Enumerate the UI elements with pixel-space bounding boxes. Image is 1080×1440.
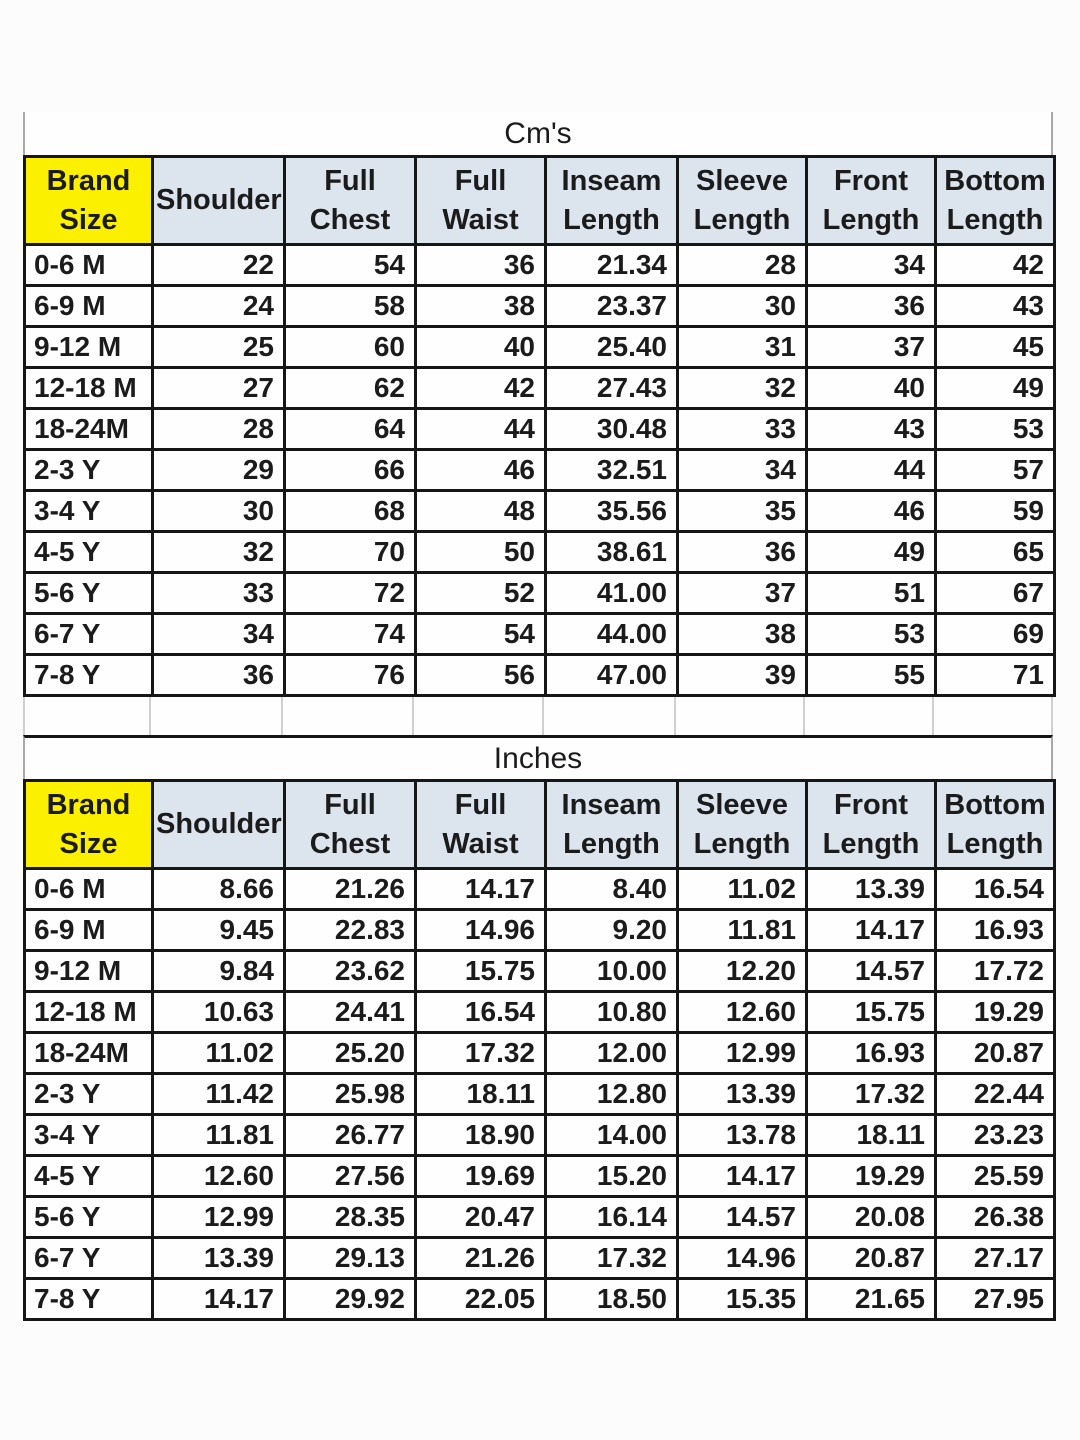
measurement-cell: 23.62 xyxy=(285,951,416,992)
measurement-cell: 46 xyxy=(416,450,546,491)
column-header-text: Waist xyxy=(442,827,519,860)
cm-table-title: Cm's xyxy=(23,112,1053,155)
size-row xyxy=(25,573,1055,614)
measurement-cell: 31 xyxy=(678,327,807,368)
measurement-cell: 39 xyxy=(678,655,807,696)
measurement-cell: 35 xyxy=(678,491,807,532)
size-row xyxy=(25,1033,1055,1074)
size-row xyxy=(25,245,1055,286)
column-header-text: Inseam xyxy=(561,788,662,821)
column-header-text: Bottom xyxy=(944,788,1046,821)
measurement-cell: 33 xyxy=(153,573,285,614)
measurement-cell: 43 xyxy=(807,409,936,450)
size-row xyxy=(25,409,1055,450)
measurement-cell: 29.13 xyxy=(285,1238,416,1279)
measurement-cell: 11.02 xyxy=(153,1033,285,1074)
column-header-text: Brand xyxy=(46,788,131,821)
measurement-cell: 10.00 xyxy=(546,951,678,992)
measurement-cell: 14.00 xyxy=(546,1115,678,1156)
measurement-cell: 28 xyxy=(678,245,807,286)
measurement-cell: 37 xyxy=(678,573,807,614)
brand-size-cell: 2-3 Y xyxy=(25,1074,153,1115)
measurement-cell: 74 xyxy=(285,614,416,655)
column-header-bottom-length xyxy=(936,781,1055,869)
column-header-inseam-length xyxy=(546,781,678,869)
column-header-text: Length xyxy=(822,827,920,860)
size-row xyxy=(25,1279,1055,1320)
measurement-cell: 70 xyxy=(285,532,416,573)
measurement-cell: 12.99 xyxy=(153,1197,285,1238)
measurement-cell: 20.87 xyxy=(936,1033,1055,1074)
column-header-text: Full xyxy=(454,788,507,821)
column-header-text: Bottom xyxy=(944,164,1046,197)
measurement-cell: 32 xyxy=(678,368,807,409)
spacer-cell xyxy=(23,697,151,735)
size-row xyxy=(25,951,1055,992)
measurement-cell: 21.65 xyxy=(807,1279,936,1320)
spacer-cell xyxy=(151,697,283,735)
measurement-cell: 10.63 xyxy=(153,992,285,1033)
measurement-cell: 33 xyxy=(678,409,807,450)
measurement-cell: 14.17 xyxy=(678,1156,807,1197)
measurement-cell: 64 xyxy=(285,409,416,450)
measurement-cell: 23.37 xyxy=(546,286,678,327)
size-row xyxy=(25,327,1055,368)
inches-size-table xyxy=(23,779,1056,1321)
measurement-cell: 16.54 xyxy=(416,992,546,1033)
measurement-cell: 20.08 xyxy=(807,1197,936,1238)
measurement-cell: 43 xyxy=(936,286,1055,327)
measurement-cell: 22.83 xyxy=(285,910,416,951)
measurement-cell: 18.11 xyxy=(807,1115,936,1156)
size-row xyxy=(25,368,1055,409)
measurement-cell: 15.75 xyxy=(416,951,546,992)
brand-size-cell: 4-5 Y xyxy=(25,1156,153,1197)
measurement-cell: 11.81 xyxy=(153,1115,285,1156)
measurement-cell: 65 xyxy=(936,532,1055,573)
measurement-cell: 38 xyxy=(678,614,807,655)
measurement-cell: 25.40 xyxy=(546,327,678,368)
measurement-cell: 16.54 xyxy=(936,869,1055,910)
column-header-full-chest xyxy=(285,157,416,245)
measurement-cell: 14.57 xyxy=(807,951,936,992)
measurement-cell: 47.00 xyxy=(546,655,678,696)
measurement-cell: 9.20 xyxy=(546,910,678,951)
column-header-inseam-length xyxy=(546,157,678,245)
column-header-text: Length xyxy=(946,827,1044,860)
measurement-cell: 14.17 xyxy=(807,910,936,951)
measurement-cell: 25 xyxy=(153,327,285,368)
measurement-cell: 14.96 xyxy=(678,1238,807,1279)
brand-size-cell: 12-18 M xyxy=(25,992,153,1033)
brand-size-cell: 3-4 Y xyxy=(25,1115,153,1156)
measurement-cell: 57 xyxy=(936,450,1055,491)
measurement-cell: 34 xyxy=(807,245,936,286)
measurement-cell: 24.41 xyxy=(285,992,416,1033)
measurement-cell: 10.80 xyxy=(546,992,678,1033)
spacer-cell xyxy=(676,697,805,735)
column-header-brand-size xyxy=(25,157,153,245)
column-header-text: Size xyxy=(59,827,118,860)
measurement-cell: 9.84 xyxy=(153,951,285,992)
measurement-cell: 40 xyxy=(416,327,546,368)
column-header-text: Sleeve xyxy=(696,788,788,821)
size-row xyxy=(25,992,1055,1033)
size-row xyxy=(25,491,1055,532)
column-header-text: Length xyxy=(563,203,660,236)
measurement-cell: 56 xyxy=(416,655,546,696)
column-header-full-waist xyxy=(416,157,546,245)
measurement-cell: 54 xyxy=(416,614,546,655)
column-header-brand-size xyxy=(25,781,153,869)
brand-size-cell: 5-6 Y xyxy=(25,573,153,614)
measurement-cell: 49 xyxy=(807,532,936,573)
measurement-cell: 23.23 xyxy=(936,1115,1055,1156)
column-header-text: Waist xyxy=(442,203,519,236)
brand-size-cell: 12-18 M xyxy=(25,368,153,409)
brand-size-cell: 2-3 Y xyxy=(25,450,153,491)
measurement-cell: 21.26 xyxy=(416,1238,546,1279)
brand-size-cell: 0-6 M xyxy=(25,869,153,910)
measurement-cell: 8.66 xyxy=(153,869,285,910)
measurement-cell: 12.80 xyxy=(546,1074,678,1115)
measurement-cell: 19.29 xyxy=(807,1156,936,1197)
measurement-cell: 40 xyxy=(807,368,936,409)
measurement-cell: 76 xyxy=(285,655,416,696)
measurement-cell: 12.20 xyxy=(678,951,807,992)
measurement-cell: 28.35 xyxy=(285,1197,416,1238)
spacer-cell xyxy=(544,697,676,735)
measurement-cell: 19.29 xyxy=(936,992,1055,1033)
measurement-cell: 11.02 xyxy=(678,869,807,910)
measurement-cell: 18.50 xyxy=(546,1279,678,1320)
brand-size-cell: 6-9 M xyxy=(25,286,153,327)
measurement-cell: 44 xyxy=(807,450,936,491)
column-header-text: Full xyxy=(324,164,376,197)
brand-size-cell: 7-8 Y xyxy=(25,655,153,696)
measurement-cell: 53 xyxy=(936,409,1055,450)
measurement-cell: 62 xyxy=(285,368,416,409)
brand-size-cell: 6-7 Y xyxy=(25,1238,153,1279)
column-header-front-length xyxy=(807,781,936,869)
column-header-text: Length xyxy=(693,203,791,236)
column-header-text: Shoulder xyxy=(156,184,282,216)
measurement-cell: 32.51 xyxy=(546,450,678,491)
spacer-cell xyxy=(283,697,414,735)
measurement-cell: 36 xyxy=(153,655,285,696)
column-header-full-chest xyxy=(285,781,416,869)
size-row xyxy=(25,450,1055,491)
measurement-cell: 49 xyxy=(936,368,1055,409)
column-header-text: Front xyxy=(833,788,909,821)
measurement-cell: 8.40 xyxy=(546,869,678,910)
inches-table-title: Inches xyxy=(23,735,1053,779)
measurement-cell: 12.00 xyxy=(546,1033,678,1074)
column-header-text: Brand xyxy=(46,164,131,197)
size-row xyxy=(25,910,1055,951)
measurement-cell: 25.98 xyxy=(285,1074,416,1115)
measurement-cell: 20.47 xyxy=(416,1197,546,1238)
measurement-cell: 13.39 xyxy=(153,1238,285,1279)
measurement-cell: 29.92 xyxy=(285,1279,416,1320)
measurement-cell: 48 xyxy=(416,491,546,532)
measurement-cell: 17.72 xyxy=(936,951,1055,992)
spacer-cell xyxy=(934,697,1053,735)
measurement-cell: 36 xyxy=(678,532,807,573)
measurement-cell: 54 xyxy=(285,245,416,286)
measurement-cell: 12.60 xyxy=(678,992,807,1033)
size-row xyxy=(25,1197,1055,1238)
column-header-text: Inseam xyxy=(561,164,662,197)
measurement-cell: 22 xyxy=(153,245,285,286)
column-header-text: Length xyxy=(822,203,920,236)
measurement-cell: 21.26 xyxy=(285,869,416,910)
measurement-cell: 38 xyxy=(416,286,546,327)
size-row xyxy=(25,1238,1055,1279)
measurement-cell: 14.57 xyxy=(678,1197,807,1238)
brand-size-cell: 9-12 M xyxy=(25,327,153,368)
brand-size-cell: 9-12 M xyxy=(25,951,153,992)
measurement-cell: 28 xyxy=(153,409,285,450)
measurement-cell: 46 xyxy=(807,491,936,532)
size-row xyxy=(25,869,1055,910)
spacer-cell xyxy=(805,697,934,735)
measurement-cell: 30 xyxy=(153,491,285,532)
size-row xyxy=(25,1074,1055,1115)
cm-size-table xyxy=(23,155,1056,697)
measurement-cell: 21.34 xyxy=(546,245,678,286)
measurement-cell: 67 xyxy=(936,573,1055,614)
column-header-text: Length xyxy=(693,827,791,860)
measurement-cell: 53 xyxy=(807,614,936,655)
measurement-cell: 15.20 xyxy=(546,1156,678,1197)
measurement-cell: 37 xyxy=(807,327,936,368)
measurement-cell: 17.32 xyxy=(807,1074,936,1115)
measurement-cell: 34 xyxy=(678,450,807,491)
measurement-cell: 60 xyxy=(285,327,416,368)
measurement-cell: 52 xyxy=(416,573,546,614)
measurement-cell: 25.59 xyxy=(936,1156,1055,1197)
measurement-cell: 15.75 xyxy=(807,992,936,1033)
column-header-text: Length xyxy=(563,827,660,860)
measurement-cell: 42 xyxy=(936,245,1055,286)
measurement-cell: 13.78 xyxy=(678,1115,807,1156)
measurement-cell: 30 xyxy=(678,286,807,327)
measurement-cell: 36 xyxy=(807,286,936,327)
brand-size-cell: 18-24M xyxy=(25,1033,153,1074)
measurement-cell: 27.95 xyxy=(936,1279,1055,1320)
brand-size-cell: 6-9 M xyxy=(25,910,153,951)
column-header-text: Chest xyxy=(309,827,391,860)
column-header-sleeve-length xyxy=(678,157,807,245)
column-header-text: Full xyxy=(324,788,376,821)
size-row xyxy=(25,286,1055,327)
measurement-cell: 69 xyxy=(936,614,1055,655)
measurement-cell: 16.14 xyxy=(546,1197,678,1238)
measurement-cell: 19.69 xyxy=(416,1156,546,1197)
column-header-full-waist xyxy=(416,781,546,869)
size-row xyxy=(25,655,1055,696)
column-header-shoulder xyxy=(153,157,285,245)
measurement-cell: 32 xyxy=(153,532,285,573)
spacer-row xyxy=(23,697,1053,735)
measurement-cell: 27.17 xyxy=(936,1238,1055,1279)
measurement-cell: 29 xyxy=(153,450,285,491)
brand-size-cell: 0-6 M xyxy=(25,245,153,286)
measurement-cell: 13.39 xyxy=(807,869,936,910)
measurement-cell: 18.90 xyxy=(416,1115,546,1156)
measurement-cell: 16.93 xyxy=(936,910,1055,951)
measurement-cell: 17.32 xyxy=(546,1238,678,1279)
measurement-cell: 16.93 xyxy=(807,1033,936,1074)
measurement-cell: 27.43 xyxy=(546,368,678,409)
measurement-cell: 27 xyxy=(153,368,285,409)
measurement-cell: 14.17 xyxy=(416,869,546,910)
measurement-cell: 15.35 xyxy=(678,1279,807,1320)
header-row xyxy=(25,157,1055,245)
column-header-text: Full xyxy=(454,164,507,197)
measurement-cell: 51 xyxy=(807,573,936,614)
size-row xyxy=(25,614,1055,655)
measurement-cell: 41.00 xyxy=(546,573,678,614)
measurement-cell: 45 xyxy=(936,327,1055,368)
column-header-text: Front xyxy=(833,164,909,197)
measurement-cell: 34 xyxy=(153,614,285,655)
measurement-cell: 11.42 xyxy=(153,1074,285,1115)
measurement-cell: 30.48 xyxy=(546,409,678,450)
column-header-front-length xyxy=(807,157,936,245)
size-row xyxy=(25,1156,1055,1197)
measurement-cell: 26.77 xyxy=(285,1115,416,1156)
brand-size-cell: 6-7 Y xyxy=(25,614,153,655)
measurement-cell: 42 xyxy=(416,368,546,409)
column-header-text: Size xyxy=(59,203,118,236)
measurement-cell: 22.44 xyxy=(936,1074,1055,1115)
column-header-bottom-length xyxy=(936,157,1055,245)
measurement-cell: 17.32 xyxy=(416,1033,546,1074)
measurement-cell: 14.96 xyxy=(416,910,546,951)
measurement-cell: 13.39 xyxy=(678,1074,807,1115)
brand-size-cell: 7-8 Y xyxy=(25,1279,153,1320)
measurement-cell: 11.81 xyxy=(678,910,807,951)
measurement-cell: 22.05 xyxy=(416,1279,546,1320)
column-header-text: Shoulder xyxy=(156,808,282,840)
measurement-cell: 59 xyxy=(936,491,1055,532)
measurement-cell: 44 xyxy=(416,409,546,450)
spacer-cell xyxy=(414,697,544,735)
measurement-cell: 27.56 xyxy=(285,1156,416,1197)
column-header-text: Sleeve xyxy=(696,164,788,197)
measurement-cell: 72 xyxy=(285,573,416,614)
size-row xyxy=(25,532,1055,573)
measurement-cell: 66 xyxy=(285,450,416,491)
measurement-cell: 35.56 xyxy=(546,491,678,532)
column-header-text: Chest xyxy=(309,203,391,236)
measurement-cell: 50 xyxy=(416,532,546,573)
measurement-cell: 24 xyxy=(153,286,285,327)
measurement-cell: 36 xyxy=(416,245,546,286)
measurement-cell: 44.00 xyxy=(546,614,678,655)
measurement-cell: 12.60 xyxy=(153,1156,285,1197)
measurement-cell: 38.61 xyxy=(546,532,678,573)
brand-size-cell: 5-6 Y xyxy=(25,1197,153,1238)
measurement-cell: 58 xyxy=(285,286,416,327)
column-header-shoulder xyxy=(153,781,285,869)
brand-size-cell: 4-5 Y xyxy=(25,532,153,573)
measurement-cell: 9.45 xyxy=(153,910,285,951)
brand-size-cell: 18-24M xyxy=(25,409,153,450)
column-header-sleeve-length xyxy=(678,781,807,869)
measurement-cell: 68 xyxy=(285,491,416,532)
column-header-text: Length xyxy=(946,203,1044,236)
brand-size-cell: 3-4 Y xyxy=(25,491,153,532)
header-row xyxy=(25,781,1055,869)
measurement-cell: 26.38 xyxy=(936,1197,1055,1238)
measurement-cell: 25.20 xyxy=(285,1033,416,1074)
measurement-cell: 55 xyxy=(807,655,936,696)
measurement-cell: 18.11 xyxy=(416,1074,546,1115)
size-row xyxy=(25,1115,1055,1156)
measurement-cell: 20.87 xyxy=(807,1238,936,1279)
size-chart-sheet xyxy=(23,112,1053,1321)
measurement-cell: 12.99 xyxy=(678,1033,807,1074)
measurement-cell: 71 xyxy=(936,655,1055,696)
measurement-cell: 14.17 xyxy=(153,1279,285,1320)
